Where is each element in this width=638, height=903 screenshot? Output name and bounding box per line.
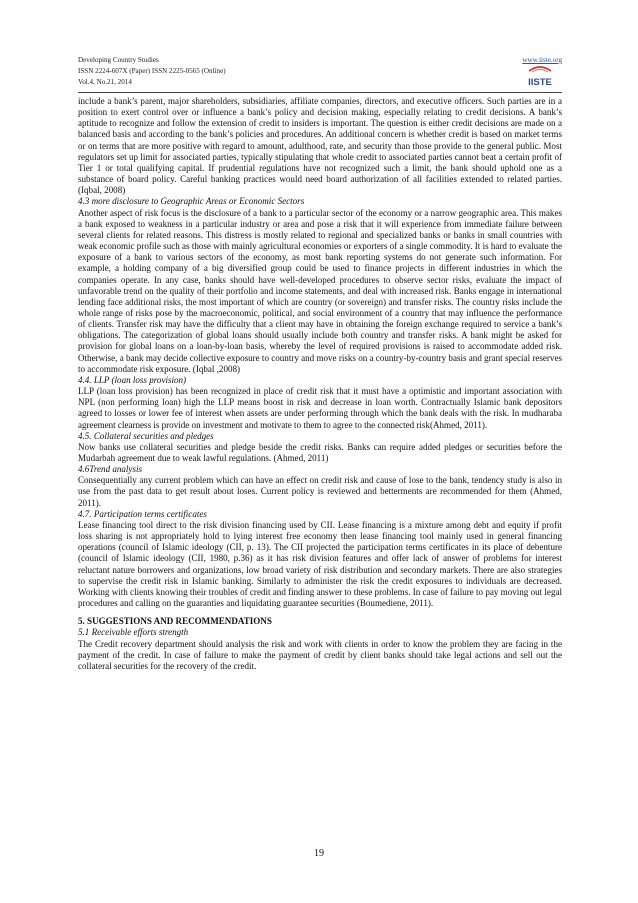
subheading-4-3: 4.3 more disclosure to Geographic Areas or Economic Sectors [78, 196, 305, 207]
paragraph-llp: LLP (loan loss provision) has been recognized in place of credit risk that it must have a optimistic and important association with NPL (non performing loan) high the LLP means boost in risk and decrease in loan worth. Contractually Islamic bank depositors agreed to losses or lower fee of interest when assets are under performing through which the bank deals with the risk. In mudharaba agreement clearness is provide on investment and motivate to them to agree to the connected risk(Ahmed, 2011). [78, 386, 562, 430]
section-heading-5: 5. SUGGESTIONS AND RECOMMENDATIONS [78, 616, 272, 627]
journal-name: Developing Country Studies [78, 56, 159, 64]
paragraph-trend-analysis: Consequentially any current problem which can have an effect on credit risk and cause of lose to the bank, tendency study is also in use from the past data to get result about loses. Current policy is reviewed and betterments are recommended for them (Ahmed, 2011). [78, 475, 562, 508]
page-number: 19 [314, 848, 324, 859]
journal-url-link[interactable]: www.iiste.org [522, 56, 562, 64]
subheading-4-6: 4.6Trend analysis [78, 464, 143, 475]
paragraph-geographic-risk: Another aspect of risk focus is the disclosure of a bank to a particular sector of the economy or a narrow geographic area. This makes a bank exposed to weakness in a particular industry or area and pose a risk that it will experience from immediate failure between several clients for related reasons. This distress is mostly related to regional and specialized banks or banks in small countries with weak economic profile such as those with mainly agricultural economies or exporters of a single commodity. It is hard to evaluate the exposure of a bank to various sectors of the economy, as most bank reporting systems do not generate such information. For example, a holding company of a big diversified group could be used to finance projects in different industries in which the companies operate. In any case, banks should have well-developed procedures to observe sector risks, evaluate the impact of unfavorable trend on the quality of their portfolio and income statements, and deal with increased risk. Banks engage in international lending face additional risks, the most important of which are country (or sovereign) and transfer risks. The country risks include the whole range of risks pose by the macroeconomic, political, and social environment of a country that may influence the performance of clients. Transfer risk may have the difficulty that a client may have in obtaining the foreign exchange required to service a bank’s obligations. The categorization of global loans should usually include both country and transfer risks. A bank might be asked for provision for global loans on a loan-by-loan basis, whereby the level of required provisions is raised to accommodate added risk. Otherwise, a bank may decide collective exposure to country and move risks on a country-by-country basis and grant special reserves to accommodate risk exposure. (Iqbal ,2008) [78, 207, 562, 374]
subheading-4-5: 4.5. Collateral securities and pledges [78, 430, 214, 441]
subheading-4-4: 4.4. LLP (loan loss provision) [78, 374, 187, 385]
paragraph-receivable-efforts: The Credit recovery department should analysis the risk and work with clients in order to know the problem they are facing in the payment of the credit. In case of failure to make the payment of credit by client banks should take legal actions and sell out the collateral securities for the recovery of the credit. [78, 638, 562, 671]
journal-issn: ISSN 2224-607X (Paper) ISSN 2225-0565 (Online) [78, 67, 226, 75]
logo-text: IISTE [528, 77, 552, 88]
page-header [78, 55, 562, 88]
paragraph-participation-terms: Lease financing tool direct to the risk division financing used by CII. Lease financing is a mixture among debt and equity if profit loss sharing is not appropriately hold to lying interest free economy then lease financing tool mainly used in general financing operations (council of Islamic ideology (CII, p. 13). The CII projected the participation terms certificates in its place of debenture (council of Islamic ideology (CII, 1980, p.36) as it has risk division features and offer lack of answer of problems for interest reluctant nature borrowers and organizations, low broad variety of risk distribution and secondary markets. There are also strategies to supervise the credit risk in Islamic banking. Similarly to administer the risk the credit exposures to individuals are decreased. Working with clients knowing their troubles of credit and finding answer to these problems. In case of failure to pay moving out legal procedures and calling on the guaranties and liquidating guarantee securities (Boumediene, 2011). [78, 519, 562, 609]
subheading-5-1: 5.1 Receivable efforts strength [78, 627, 189, 638]
header-divider [78, 92, 562, 93]
journal-volume: Vol.4, No.21, 2014 [78, 78, 132, 86]
iiste-logo [526, 65, 554, 89]
paragraph-collateral: Now banks use collateral securities and pledge beside the credit risks. Banks can require added pledges or securities before the Mudarbah agreement due to weak lawful regulations. (Ahmed, 2011) [78, 441, 562, 463]
body-text [78, 96, 562, 672]
paragraph-related-parties: include a bank’s parent, major shareholders, subsidiaries, affiliate companies, directors, and executive officers. Such parties are in a position to exert control over or influence a bank’s policy and decision making, especially relating to credit decisions. A bank’s aptitude to recognize and follow the extension of credit to insiders is important. The question is either credit decisions are made on a balanced basis and according to the bank’s policies and procedures. An additional concern is whether credit is based on market terms or on terms that are more positive with regard to amount, adulthood, rate, and security than those provide to the general public. Most regulators set up limit for associated parties, typically stipulating that whole credit to associated parties cannot beat a certain profit of Tier 1 or total qualifying capital. If prudential regulations have not recognized such a limit, the bank should uphold one as a substance of board policy. Careful banking practices would need board authorization of all facilities extended to related parties. (Iqbal, 2008) [78, 96, 562, 196]
subheading-4-7: 4.7. Participation terms certificates [78, 508, 207, 519]
